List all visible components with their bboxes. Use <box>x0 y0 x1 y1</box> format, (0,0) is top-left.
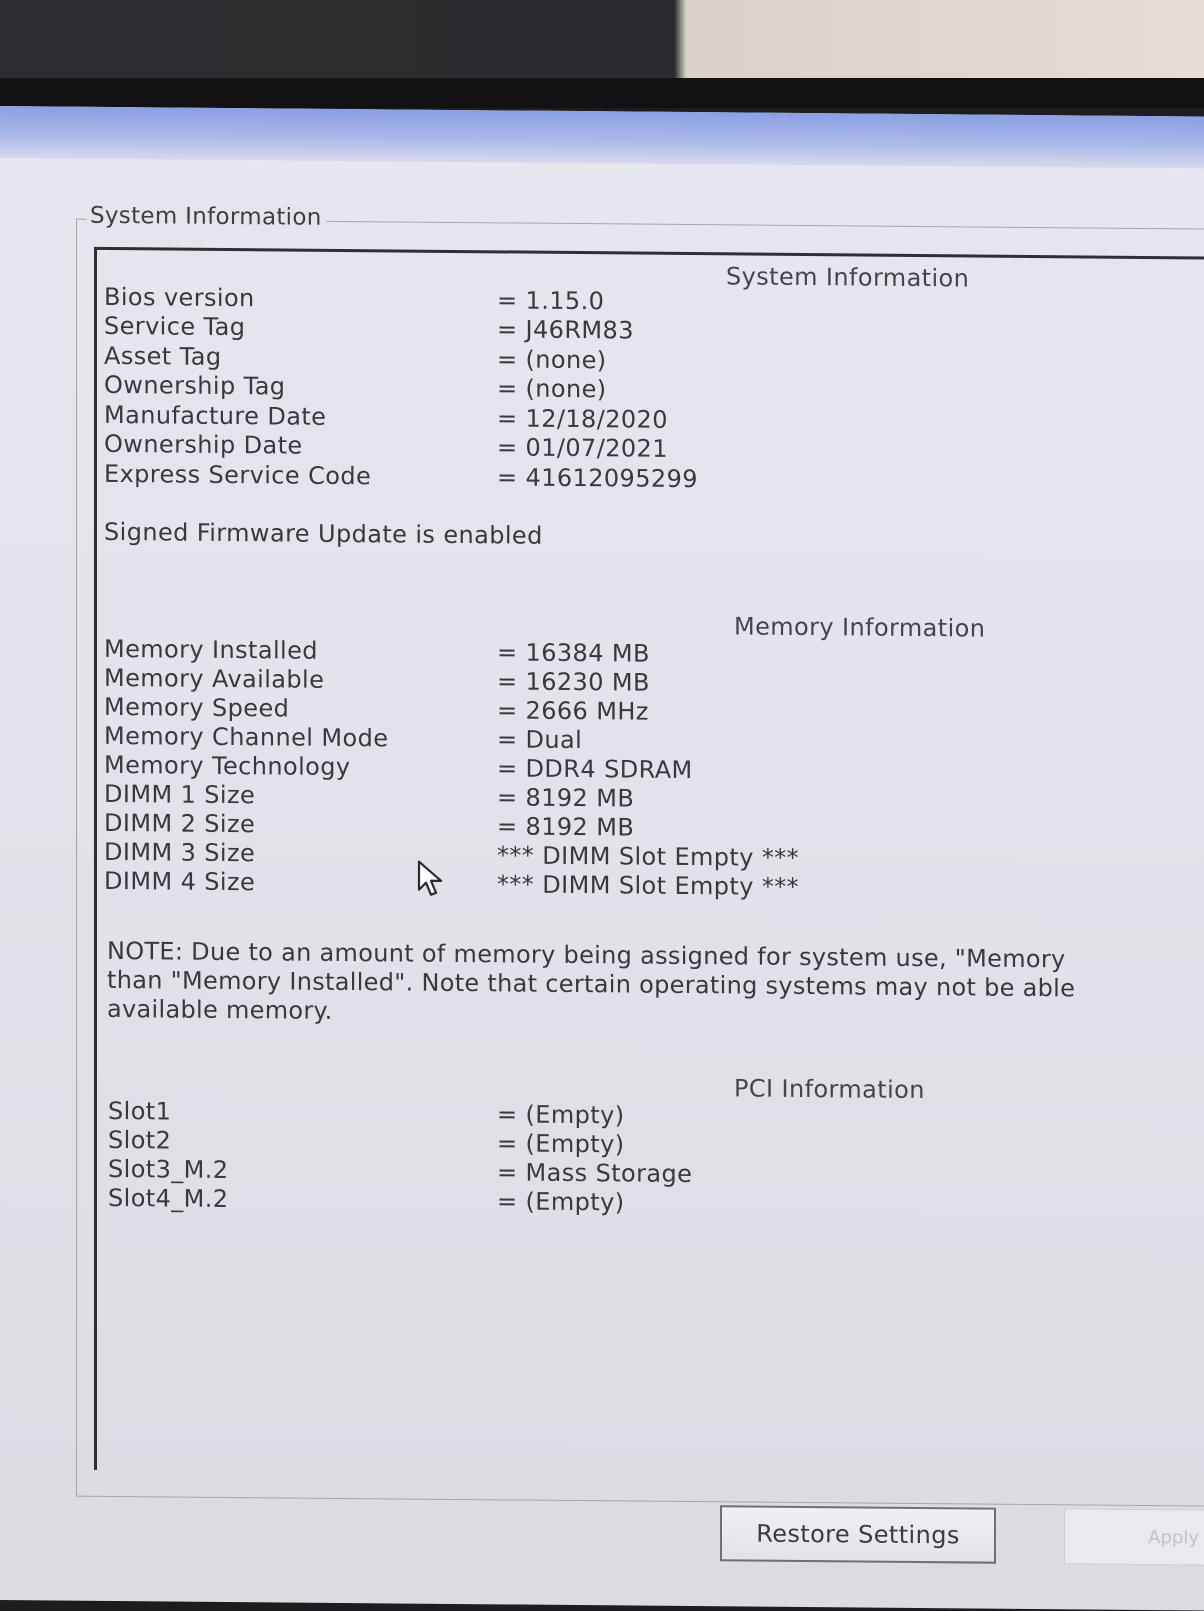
row-label: DIMM 3 Size <box>104 837 256 868</box>
apply-button[interactable]: Apply <box>1064 1508 1204 1565</box>
note-line: available memory. <box>107 994 333 1025</box>
row-value: = J46RM83 <box>497 315 634 345</box>
row-label: Manufacture Date <box>104 400 327 431</box>
groupbox-title: System Information <box>86 203 326 231</box>
row-label: Memory Technology <box>104 750 351 782</box>
row-label: Ownership Tag <box>104 370 286 401</box>
row-value: = 01/07/2021 <box>497 433 668 463</box>
row-value: = (none) <box>497 374 607 404</box>
row-label: Service Tag <box>104 311 246 342</box>
system-information-heading: System Information <box>726 262 970 293</box>
row-label: Memory Installed <box>104 634 318 665</box>
note-line: than "Memory Installed". Note that certain operating systems may not be able <box>107 965 1076 1003</box>
restore-settings-button[interactable]: Restore Settings <box>720 1505 996 1563</box>
row-label: Ownership Date <box>104 429 303 460</box>
row-label: Memory Speed <box>104 692 290 723</box>
row-label: Express Service Code <box>104 459 372 491</box>
row-label: Slot1 <box>108 1096 172 1126</box>
background-wall <box>0 0 1204 80</box>
row-value: = (Empty) <box>497 1129 625 1159</box>
row-value: *** DIMM Slot Empty *** <box>497 870 800 901</box>
row-value: = Mass Storage <box>497 1158 693 1189</box>
window-title-band <box>0 106 1204 169</box>
row-label: DIMM 2 Size <box>104 808 256 839</box>
bios-screen <box>0 106 1204 1611</box>
row-value: = 41612095299 <box>497 463 698 494</box>
row-value: = Dual <box>497 725 583 755</box>
row-label: Memory Channel Mode <box>104 721 389 753</box>
monitor-bezel <box>0 78 1204 108</box>
row-value: = (none) <box>497 345 607 375</box>
row-label: DIMM 4 Size <box>104 866 256 897</box>
row-value: = 1.15.0 <box>497 286 605 316</box>
row-value: = 8192 MB <box>497 812 635 842</box>
row-label: Bios version <box>104 282 255 313</box>
pci-information-heading: PCI Information <box>734 1074 925 1105</box>
row-value: = 16230 MB <box>497 667 650 697</box>
signed-firmware-status: Signed Firmware Update is enabled <box>104 517 543 550</box>
row-label: Slot3_M.2 <box>108 1154 229 1184</box>
memory-note <box>107 937 1204 1034</box>
row-label: Slot2 <box>108 1125 172 1155</box>
row-value: *** DIMM Slot Empty *** <box>497 841 800 872</box>
row-label: Memory Available <box>104 663 325 694</box>
row-value: = 12/18/2020 <box>497 404 668 434</box>
row-label: DIMM 1 Size <box>104 779 256 810</box>
row-label: Asset Tag <box>104 341 222 371</box>
row-label: Slot4_M.2 <box>108 1183 229 1213</box>
row-value: = (Empty) <box>497 1100 625 1130</box>
mouse-pointer-icon <box>416 860 452 900</box>
row-value: = DDR4 SDRAM <box>497 754 693 785</box>
memory-information-heading: Memory Information <box>734 612 986 643</box>
note-line: NOTE: Due to an amount of memory being assigned for system use, "Memory <box>107 936 1066 974</box>
row-value: = 2666 MHz <box>497 696 649 726</box>
row-value: = 16384 MB <box>497 638 650 668</box>
row-value: = 8192 MB <box>497 783 635 813</box>
row-value: = (Empty) <box>497 1187 625 1217</box>
